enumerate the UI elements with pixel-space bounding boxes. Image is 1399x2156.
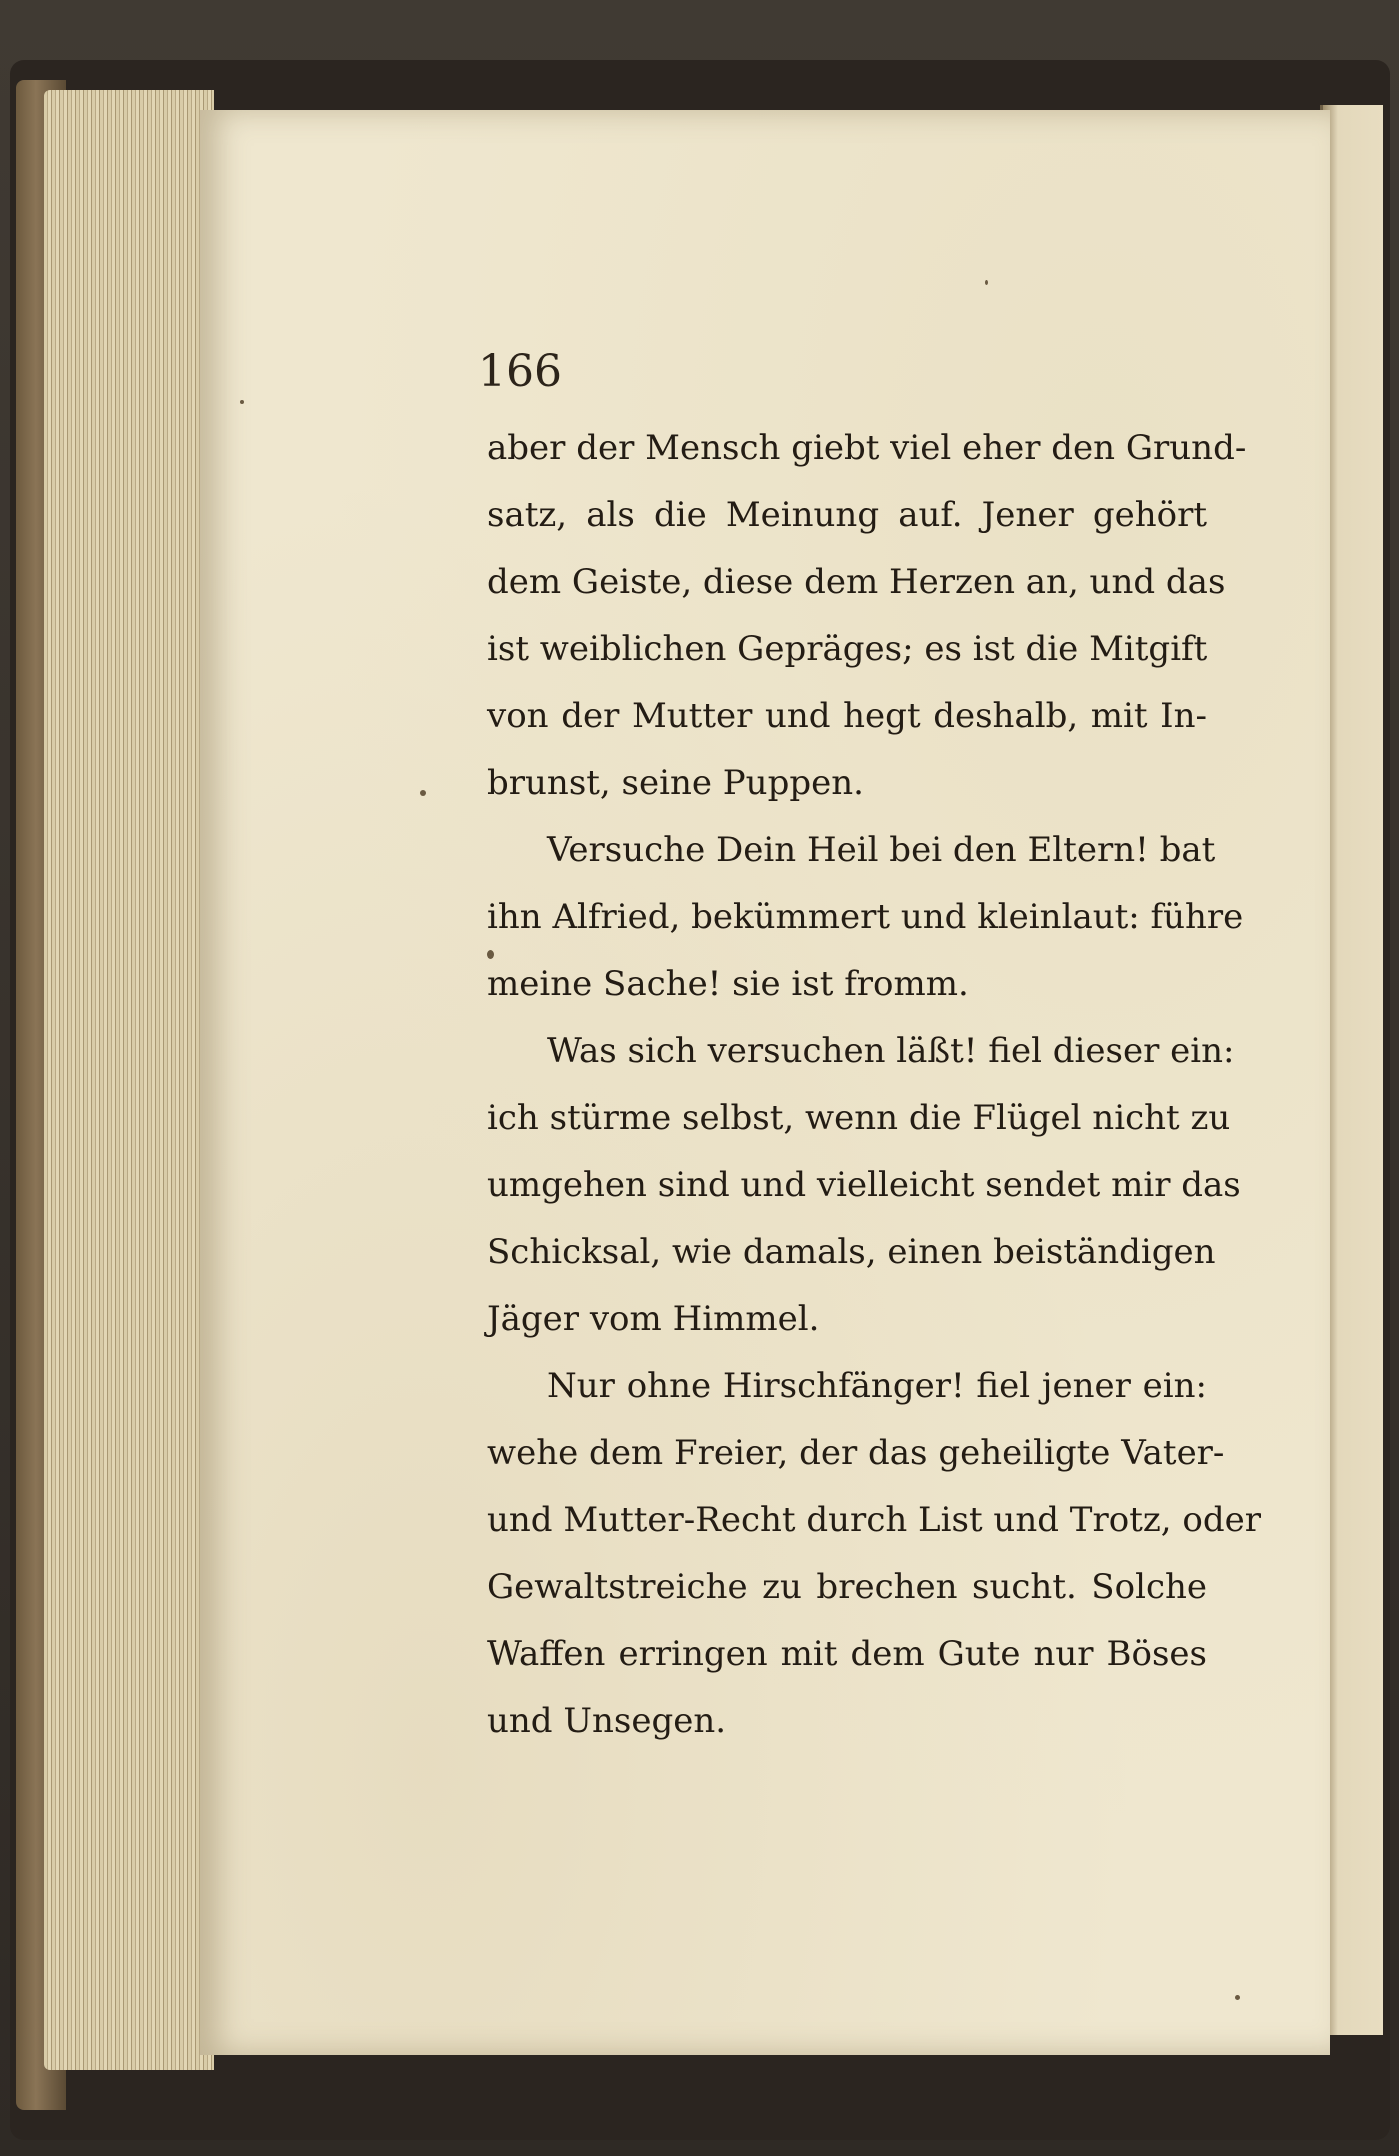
text-line: Versuche Dein Heil bei den Eltern! bat — [547, 830, 1216, 870]
text-line: ist weiblichen Gepräges; es ist die Mitgift — [487, 629, 1208, 669]
text-line: aber der Mensch giebt viel eher den Grund- — [487, 428, 1247, 468]
text-line: von der Mutter und hegt deshalb, mit In- — [487, 696, 1207, 736]
page-number: 166 — [478, 346, 562, 397]
page-edges — [44, 90, 214, 2070]
text-line: Nur ohne Hirschfänger! fiel jener ein: — [547, 1366, 1207, 1406]
text-line: ich stürme selbst, wenn die Flügel nicht zu — [487, 1098, 1231, 1138]
text-line: Schicksal, wie damals, einen beiständigen — [487, 1232, 1216, 1272]
text-line: wehe dem Freier, der das geheiligte Vater- — [487, 1433, 1225, 1473]
paper-speck — [420, 790, 426, 796]
paper-speck — [1235, 1995, 1240, 2000]
text-line: meine Sache! sie ist fromm. — [487, 964, 969, 1004]
text-line: ihn Alfried, bekümmert und kleinlaut: führe — [487, 897, 1244, 937]
text-line: Was sich versuchen läßt! fiel dieser ein: — [547, 1031, 1235, 1071]
paper-speck — [487, 950, 494, 959]
paper-speck — [985, 280, 988, 285]
text-line: Jäger vom Himmel. — [487, 1299, 820, 1339]
text-line: satz, als die Meinung auf. Jener gehört — [487, 495, 1207, 535]
text-line: Waffen erringen mit dem Gute nur Böses — [487, 1634, 1207, 1674]
text-line: Gewaltstreiche zu brechen sucht. Solche — [487, 1567, 1207, 1607]
paper-speck — [240, 400, 244, 404]
page-text — [487, 415, 1261, 1755]
text-line: dem Geiste, diese dem Herzen an, und das — [487, 562, 1226, 602]
text-line: und Unsegen. — [487, 1701, 727, 1741]
text-line: brunst, seine Puppen. — [487, 763, 864, 803]
text-line: und Mutter-Recht durch List und Trotz, oder — [487, 1500, 1261, 1540]
text-line: umgehen sind und vielleicht sendet mir das — [487, 1165, 1241, 1205]
